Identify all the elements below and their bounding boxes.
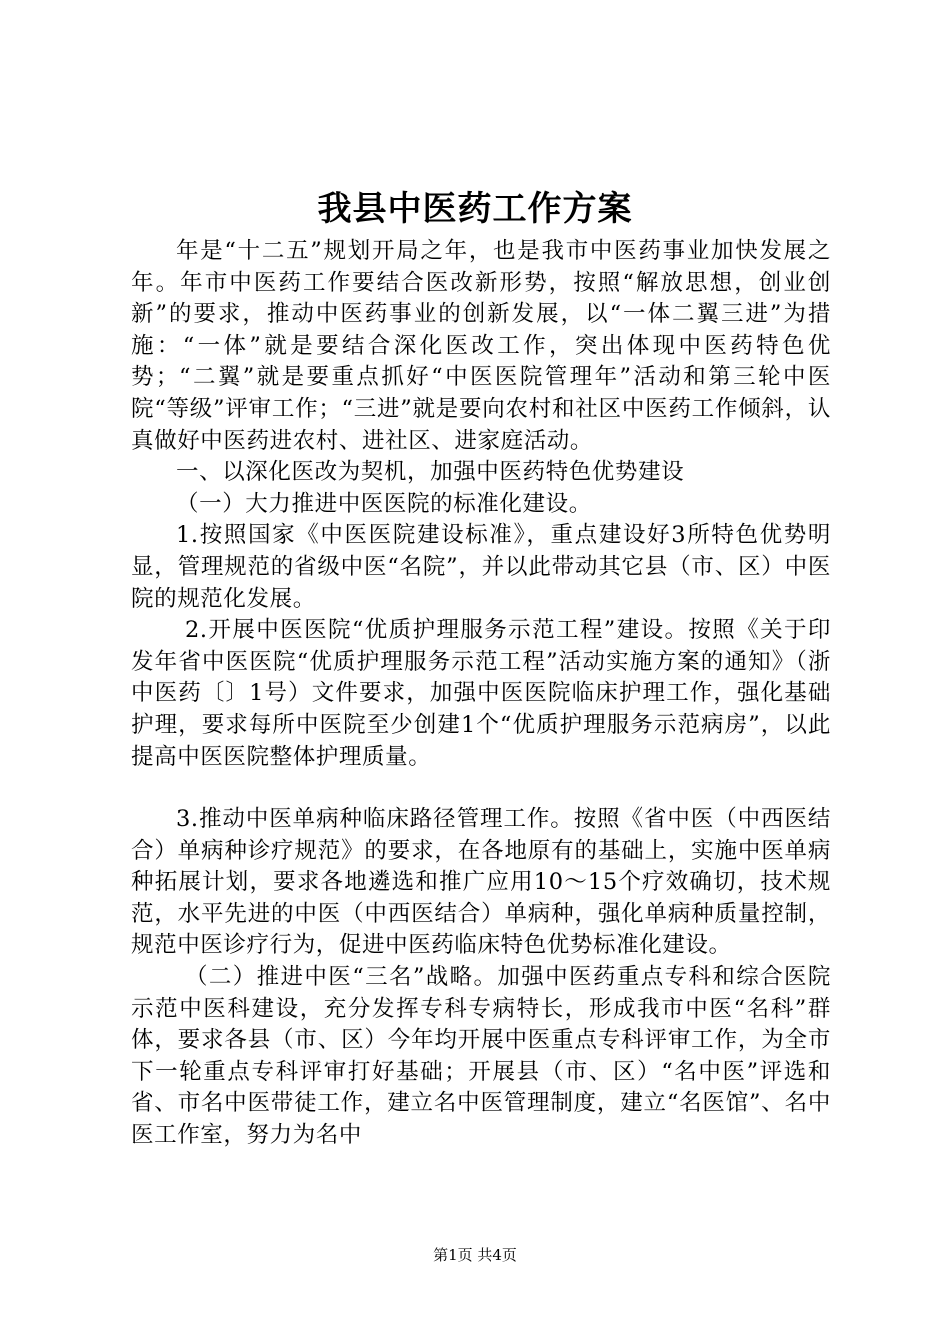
section-heading-1: 一、以深化医改为契机，加强中医药特色优势建设: [176, 459, 685, 486]
paragraph-subsection-2: （二）推进中医“三名”战略。加强中医药重点专科和综合医院示范中医科建设，充分发挥专科专病特长，形成我市中医“名科”群体，要求各县（市、区）今年均开展中医重点专科评审工作，为全市下一轮重点专科评审打好基础；开展县（市、区）“名中医”评选和省、市名中医带徒工作，建立名中医管理制度，建立“名医馆”、名中医工作室，努力为名中: [131, 964, 831, 1149]
paragraph-intro: 年是“十二五”规划开局之年，也是我市中医药事业加快发展之年。年市中医药工作要结合医改新形势，按照“解放思想，创业创新”的要求，推动中医药事业的创新发展，以“一体二翼三进”为措施：“一体”就是要结合深化医改工作，突出体现中医药特色优势；“二翼”就是要重点抓好“中医医院管理年”活动和第三轮中医院“等级”评审工作；“三进”就是要向农村和社区中医药工作倾斜，认真做好中医药进农村、进社区、进家庭活动。: [131, 238, 831, 454]
subsection-heading-1: （一）大力推进中医医院的标准化建设。: [176, 490, 592, 517]
paragraph-item-1: 1.按照国家《中医医院建设标准》，重点建设好3所特色优势明显，管理规范的省级中医“名院”，并以此带动其它县（市、区）中医院的规范化发展。: [131, 522, 831, 612]
paragraph-item-2: 2.开展中医医院“优质护理服务示范工程”建设。按照《关于印发年省中医医院“优质护理服务示范工程”活动实施方案的通知》（浙中医药〔〕1号）文件要求，加强中医医院临床护理工作，强化基础护理，要求每所中医院至少创建1个“优质护理服务示范病房”，以此提高中医医院整体护理质量。: [131, 617, 831, 770]
document-title: 我县中医药工作方案: [317, 189, 633, 229]
page-footer: 第1页 共4页: [433, 1246, 517, 1264]
document-body: [131, 236, 831, 1152]
paragraph-item-3: 3.推动中医单病种临床路径管理工作。按照《省中医（中西医结合）单病种诊疗规范》的要求，在各地原有的基础上，实施中医单病种拓展计划，要求各地遴选和推广应用10～15个疗效确切，技术规范，水平先进的中医（中西医结合）单病种，强化单病种质量控制，规范中医诊疗行为，促进中医药临床特色优势标准化建设。: [131, 806, 831, 959]
